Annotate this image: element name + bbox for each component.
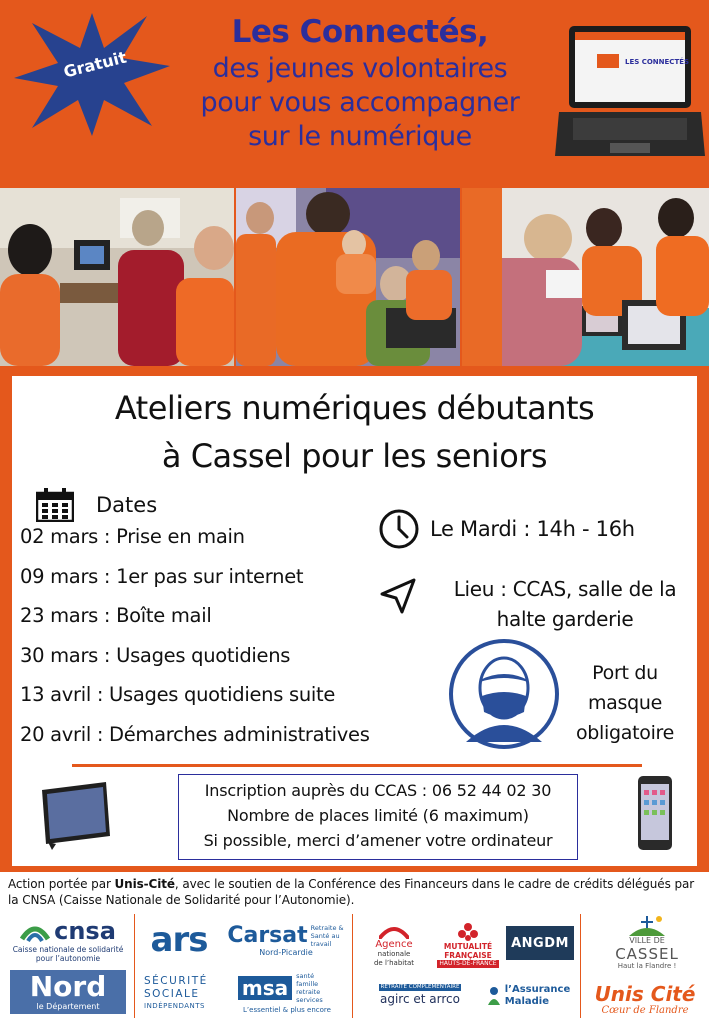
- place-text: [440, 574, 690, 634]
- msa-name: msa: [238, 976, 292, 1000]
- agirc-name: agirc et arrco: [380, 991, 460, 1006]
- anah-roof-icon: [379, 925, 409, 939]
- smartphone-icon: [632, 776, 678, 852]
- unis-cite-name: Unis Cité: [594, 982, 696, 1006]
- carsat-logo: [226, 918, 346, 962]
- msa-subtitle: L’essentiel & plus encore: [243, 1006, 331, 1014]
- free-badge-label: Gratuit: [61, 47, 129, 82]
- header-title: [150, 12, 570, 154]
- footer-text-rest: , avec le soutien de la Conférence des Financeurs dans le cadre de crédits délégués par la CNSA (Caisse Nationale de Solidarité pour l’Autonomie).: [8, 877, 695, 907]
- logo-separator: [134, 914, 135, 1018]
- mask-text: [565, 658, 685, 748]
- workshop-title-line2: à Cassel pour les seniors: [161, 437, 548, 475]
- ars-name: ars: [150, 920, 208, 960]
- workshop-title-line1: Ateliers numériques débutants: [114, 389, 595, 427]
- registration-box: [178, 774, 578, 860]
- securite-line1: SÉCURITÉ: [144, 975, 208, 987]
- carsat-name: Carsat: [227, 923, 308, 948]
- divider: [72, 764, 642, 767]
- carsat-tagline: Retraite & Santé au travail: [310, 923, 344, 948]
- assurance-line2: Maladie: [504, 996, 549, 1007]
- anah-line3: de l’habitat: [373, 958, 415, 967]
- cnsa-logo: [8, 914, 128, 966]
- angdm-name: ANGDM: [511, 935, 569, 951]
- cassel-slogan: Haut la Flandre !: [617, 961, 677, 970]
- photo-workshop-3: [462, 188, 709, 366]
- workshop-info-frame: [0, 366, 709, 872]
- unis-cite-subtitle: Cœur de Flandre: [601, 1005, 689, 1016]
- clock-icon: [378, 508, 420, 550]
- place-line1: Lieu : CCAS, salle de la: [453, 577, 677, 601]
- mask-line3: obligatoire: [575, 722, 675, 744]
- header-title-line1: Les Connectés,: [231, 14, 489, 50]
- unis-cite-logo: [588, 980, 702, 1020]
- date-item: 30 mars : Usages quotidiens: [20, 643, 291, 667]
- assurance-maladie-icon: [486, 985, 502, 1007]
- schedule-text: Le Mardi : 14h - 16h: [430, 517, 635, 541]
- cnsa-subtitle: Caisse nationale de solidarité pour l’autonomie: [12, 945, 124, 963]
- nord-name: Nord: [29, 970, 107, 1003]
- agirc-tagline: RETRAITE COMPLÉMENTAIRE: [380, 983, 460, 990]
- photo-workshop-2: [236, 188, 460, 366]
- mutualite-line2: FRANÇAISE: [444, 951, 492, 960]
- date-item: 23 mars : Boîte mail: [20, 604, 212, 628]
- photo-workshop-1: [0, 188, 234, 366]
- cnsa-mark-icon: [20, 919, 50, 943]
- registration-line2: Nombre de places limité (6 maximum): [227, 806, 529, 825]
- cassel-name: CASSEL: [615, 944, 679, 963]
- date-item: 09 mars : 1er pas sur internet: [20, 564, 304, 588]
- ville-de-cassel-logo: [592, 910, 702, 974]
- assurance-line1: l’Assurance: [504, 984, 571, 995]
- cassel-ville-label: VILLE DE: [629, 935, 665, 945]
- location-arrow-icon: [378, 576, 418, 616]
- anah-line1: Agence: [375, 938, 413, 950]
- footer-sponsor-text: [8, 876, 703, 908]
- nord-subtitle: le Département: [36, 1002, 100, 1011]
- mutualite-logo: [432, 916, 504, 974]
- tablet-icon: [34, 780, 112, 850]
- securite-line2: SOCIALE: [144, 988, 200, 1000]
- place-line2: halte garderie: [496, 607, 634, 631]
- msa-logo: [232, 968, 342, 1018]
- assurance-maladie-logo: [482, 976, 574, 1016]
- header-title-line4: sur le numérique: [248, 121, 472, 152]
- date-item: 13 avril : Usages quotidiens suite: [20, 683, 336, 707]
- workshop-info-panel: [12, 376, 697, 866]
- nord-logo: [10, 970, 126, 1014]
- anah-logo: [360, 918, 428, 974]
- date-item: 02 mars : Prise en main: [20, 525, 245, 548]
- mask-line2: masque: [587, 692, 663, 714]
- place-info: [378, 574, 690, 634]
- header-banner: [0, 0, 709, 188]
- footer-text-prefix: Action portée par: [8, 877, 115, 891]
- footer-org-name: Unis-Cité: [114, 877, 175, 891]
- partner-logos: [0, 908, 709, 1024]
- photo-strip: [0, 188, 709, 366]
- mask-line1: Port du: [592, 662, 658, 684]
- mutualite-flower-icon: [457, 922, 479, 942]
- dates-label: Dates: [96, 493, 158, 517]
- logo-separator: [580, 914, 581, 1018]
- ars-logo: [146, 916, 212, 964]
- face-mask-icon: [448, 638, 560, 750]
- registration-line3: Si possible, merci d’amener votre ordinateur: [203, 831, 553, 850]
- dates-heading: [36, 488, 157, 522]
- schedule-info: [378, 508, 635, 550]
- date-list: [20, 522, 430, 760]
- angdm-logo: [506, 926, 574, 960]
- carsat-region: Nord-Picardie: [259, 948, 313, 957]
- header-title-line2: des jeunes volontaires: [212, 53, 508, 84]
- securite-sociale-logo: [144, 970, 214, 1016]
- anah-line2: nationale: [377, 949, 411, 958]
- laptop-screen-text: LES CONNECTÉS: [625, 58, 690, 66]
- agirc-arrco-logo: [370, 980, 470, 1010]
- mutualite-line1: MUTUALITÉ: [443, 942, 493, 951]
- laptop-illustration: [555, 24, 705, 164]
- workshop-title: [12, 384, 697, 480]
- cassel-windmill-icon: [627, 914, 667, 936]
- mutualite-subtitle: HAUTS-DE-FRANCE: [439, 960, 497, 967]
- calendar-icon: [36, 488, 74, 522]
- securite-line3: INDÉPENDANTS: [144, 1002, 206, 1010]
- logo-separator: [352, 914, 353, 1018]
- registration-line1: Inscription auprès du CCAS : 06 52 44 02 30: [204, 781, 552, 800]
- date-item: 20 avril : Démarches administratives: [20, 722, 370, 746]
- cnsa-name: cnsa: [54, 917, 116, 945]
- header-title-line3: pour vous accompagner: [200, 87, 520, 118]
- msa-tagline: santé famille retraite services: [296, 972, 323, 1004]
